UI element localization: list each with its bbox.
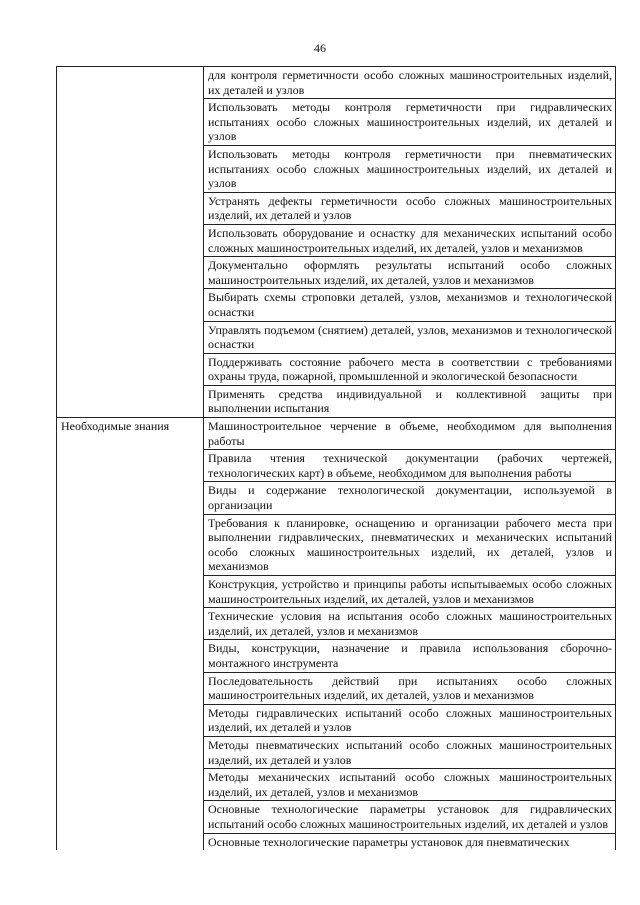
page-number: 46 [314,41,326,55]
requirement-cell: для контроля герметичности особо сложных машиностроительных изделий, их деталей и узлов [204,67,616,99]
table-row [57,67,616,99]
requirement-cell: Поддерживать состояние рабочего места в соответствии с требованиями охраны труда, пожарной, промышленной и экологической безопасности [204,353,616,385]
requirement-cell: Использовать методы контроля герметичности при гидравлических испытаниях особо сложных машиностроительных изделий, их деталей и узлов [204,99,616,146]
requirement-cell: Виды и содержание технологической документации, используемой в организации [204,482,616,514]
requirement-cell: Технические условия на испытания особо сложных машиностроительных изделий, их деталей, узлов и механизмов [204,608,616,640]
requirement-cell: Методы механических испытаний особо сложных машиностроительных изделий, их деталей, узлов и механизмов [204,769,616,801]
requirement-cell: Методы гидравлических испытаний особо сложных машиностроительных изделий, их деталей и узлов [204,704,616,736]
requirement-cell: Управлять подъемом (снятием) деталей, узлов, механизмов и технологической оснастки [204,321,616,353]
section-label: Необходимые знания [57,418,204,851]
requirement-cell: Выбирать схемы строповки деталей, узлов, механизмов и технологической оснастки [204,289,616,321]
requirement-cell: Виды, конструкции, назначение и правила использования сборочно-монтажного инструмента [204,640,616,672]
requirement-cell: Использовать оборудование и оснастку для механических испытаний особо сложных машиностроительных изделий, их деталей, узлов и механизмов [204,224,616,256]
requirement-cell: Использовать методы контроля герметичности при пневматических испытаниях особо сложных машиностроительных изделий, их деталей и узлов [204,145,616,192]
requirement-cell: Применять средства индивидуальной и коллективной защиты при выполнении испытания [204,385,616,417]
requirement-cell: Правила чтения технической документации (рабочих чертежей, технологических карт) в объеме, необходимом для выполнения работы [204,450,616,482]
requirement-cell: Требования к планировке, оснащению и организации рабочего места при выполнении гидравлических, пневматических и механических испытаний особо сложных машиностроительных изделий, их деталей, узлов и механизмов [204,514,616,575]
requirement-cell: Машиностроительное черчение в объеме, необходимом для выполнения работы [204,418,616,450]
section-label [57,67,204,418]
requirement-cell: Основные технологические параметры установок для гидравлических испытаний особо сложных машиностроительных изделий, их деталей и узлов [204,801,616,833]
competency-table-body [57,67,616,851]
requirement-cell: Устранять дефекты герметичности особо сложных машиностроительных изделий, их деталей и узлов [204,192,616,224]
table-row [57,418,616,450]
requirement-cell: Документально оформлять результаты испытаний особо сложных машиностроительных изделий, их деталей, узлов и механизмов [204,257,616,289]
requirement-cell: Методы пневматических испытаний особо сложных машиностроительных изделий, их деталей и узлов [204,736,616,768]
requirement-cell: Конструкция, устройство и принципы работы испытываемых особо сложных машиностроительных изделий, их деталей, узлов и механизмов [204,576,616,608]
requirement-cell: Основные технологические параметры установок для пневматических [204,833,616,850]
competency-table [56,66,616,850]
requirement-cell: Последовательность действий при испытаниях особо сложных машиностроительных изделий, их деталей, узлов и механизмов [204,672,616,704]
